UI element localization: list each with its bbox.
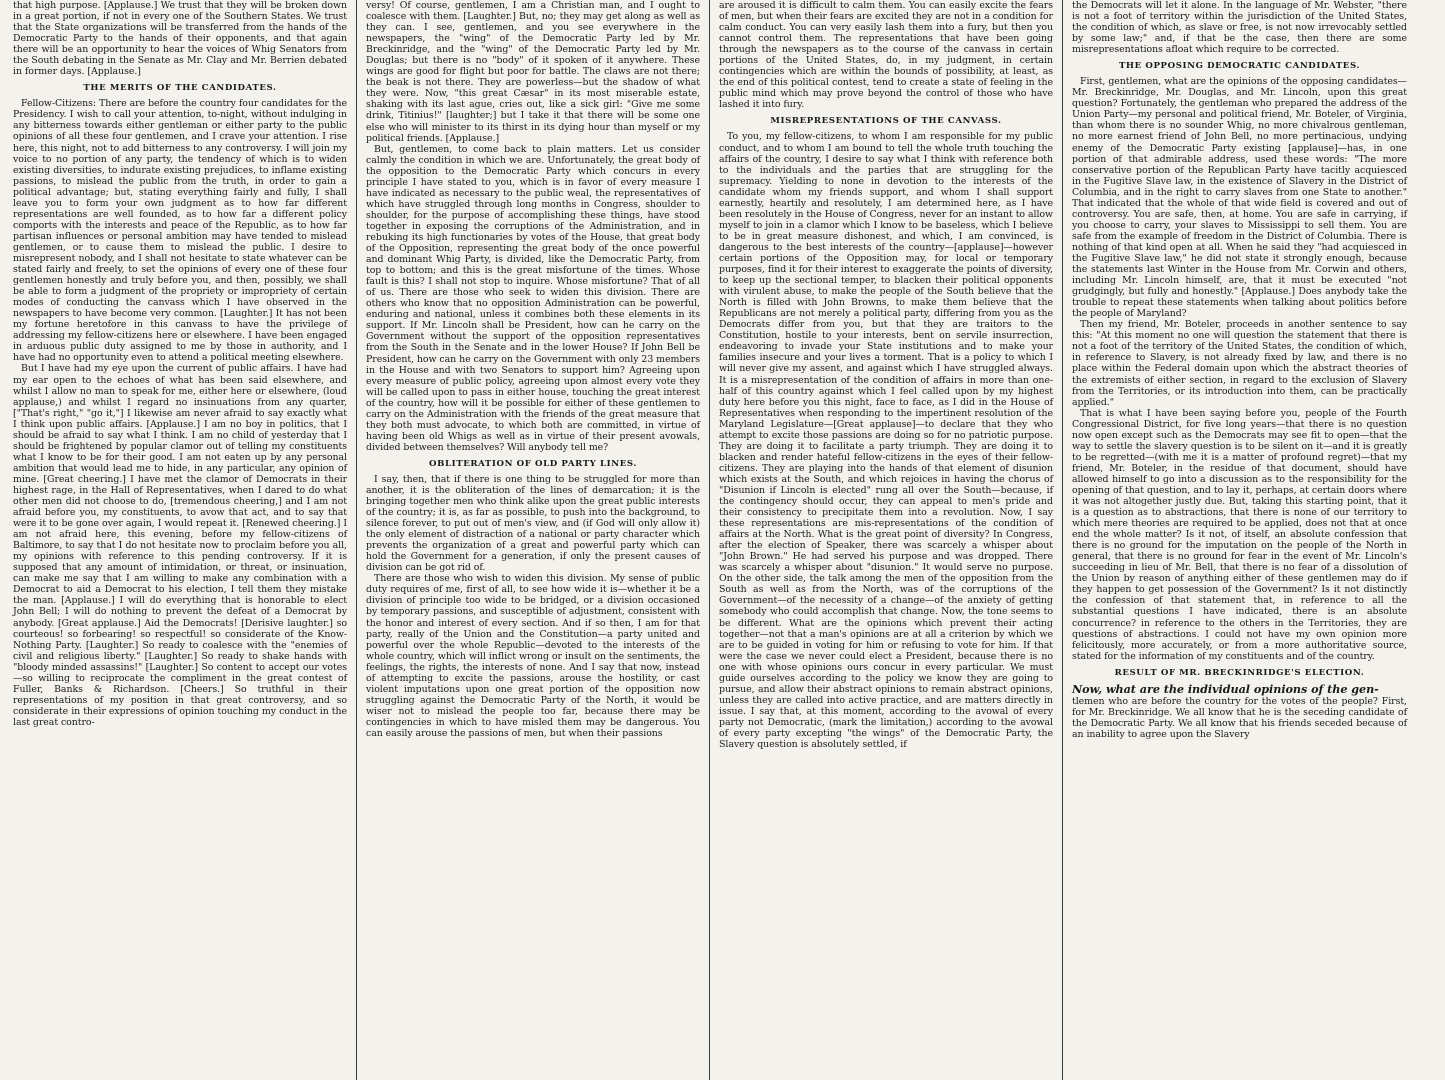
paragraph: To you, my fellow-citizens, to whom I am responsible for my public conduct, and to whom I am bound to tell the whole truth touching the affairs of the country, I desire to say what I think with reference both to the individuals and the parties that are struggling for the supremacy. Yielding to none in devotion to the interests of the candidate whom my friends support, and whom I shall support earnestly, heartily and resolutely, I am determined here, as I have been resolutely in the House of Congress, never for an instant to allow myself to join in a clamor which I know to be baseless, which I believe to be in great measure dishonest, and which, I am convinced, is dangerous to the best interests of the country—[applause]—however certain portions of the Opposition may, for local or temporary purposes, find it for their interest to exaggerate the points of diversity, to keep up the sectional temper, to blacken their political opponents with virulent abuse, to make the people of the South believe that the North is filled with John Browns, to make them believe that the Republicans are not merely a political party, differing from you as the Democrats differ from you, but that they are traitors to the Constitution, hostile to your interests, bent on servile insurrection, endeavoring to invade your State institutions and to make your families insecure and your lives a torment. That is a policy to which I will never give my assent, and against which I have struggled always. It is a misrepresentation of the condition of affairs in more than one-half of this country against which I feel called upon by my highest duty here before you this night, face to face, as I did in the House of Representatives when responding to the impertinent resolution of the Maryland Legislature—[Great applause]—to declare that they who attempt to excite those passions are doing so for no patriotic purpose. They are doing it to facilitate a party triumph. They are doing it to blacken and render hateful fellow-citizens in the eyes of their fellow-citizens. They are playing into the hands of that element of disunion which exists at the South, and which rejoices in having the chorus of "Disunion if Lincoln is elected" rung all over the South—because, if the contingency should occur, they can appeal to men's pride and their consistency to precipitate them into a revolution. Now, I say these representations are mis-representations of the condition of affairs at the North. What is the great point of diversity? In Congress, after the election of Speaker, there was scarcely a whisper about "John Brown." He had served his purpose and was dropped. There was scarcely a whisper about "disunion." It would serve no purpose. On the other side, the talk among the men of the opposition from the South as well as from the North, was of the corruptions of the Government—of the necessity of a change—of the anxiety of getting somebody who could accomplish that change. Now, the tone seems to be different. What are the opinions which prevent their acting together—not that a man's opinions are at all a criterion by which we are to be guided in voting for him or refusing to vote for him. If that were the case we never could elect a President, because there is no one with whose opinions ours concur in every particular. We must guide ourselves according to the policy we know they are going to pursue, and allow their abstract opinions to remain abstract opinions, unless they are called into active practice, and are matters directly in issue. I say that, at this moment, according to the avowal of every party not Democratic, (mark the limitation,) according to the avowal of every party excepting "the wings" of the Democratic Party, the Slavery question is absolutely settled, if bbox=[719, 131, 1053, 751]
paragraph: There are those who wish to widen this division. My sense of public duty requires of me, first of all, to see how wide it is—whether it be a division of principle too wide to be bridged, or a division occasioned by temporary passions, and susceptible of adjustment, consistent with the honor and interest of every section. And if so then, I am for that party, really of the Union and the Constitution—a party united and powerful over the whole Republic—devoted to the interests of the whole country, which will inflict wrong or insult on the sentiments, the feelings, the rights, the interests of none. And I say that now, instead of attempting to excite the passions, arouse the hostility, or cast violent imputations upon one great portion of the opposition now struggling against the Democratic Party of the North, it would be wiser not to mislead the people too far, because there may be contingencies in which to have misled them may be dangerous. You can easily arouse the passions of men, but when their passions bbox=[366, 573, 700, 739]
section-heading: THE OPPOSING DEMOCRATIC CANDIDATES. bbox=[1118, 61, 1361, 72]
column-2 bbox=[357, 0, 710, 1080]
section-heading: THE MERITS OF THE CANDIDATES. bbox=[83, 83, 277, 94]
section-heading: RESULT OF MR. BRECKINRIDGE'S ELECTION. bbox=[1114, 667, 1365, 678]
paragraph: Fellow-Citizens: There are before the country four candidates for the Presidency. I wish to call your attention, to-night, without indulging in any bitterness towards either gentleman or either party to the public opinions of all these four gentlemen, and I crave your attention. I rise here, this night, not to add bitterness to any controversy. I will join my voice to no portion of any party, the tendency of which is to widen existing diversities, to indurate existing prejudices, to inflame existing passions, to mislead the public from the truth, in order to gain a political advantage; but, stating everything fairly and fully, I shall leave you to form your own judgment as to how far different representations are well founded, as to how far a different policy comports with the interests and peace of the Republic, as to how far partisan influences or personal ambition may have tended to mislead gentlemen, or to cause them to mislead the public. I desire to misrepresent nobody, and I shall not hesitate to state whatever can be stated fairly and freely, to set the opinions of every one of these four gentlemen honestly and truly before you, and then, possibly, we shall be able to form a judgment of the propriety or impropriety of certain modes of conducting the canvass which I have observed in the newspapers to have become very common. [Laughter.] It has not been my fortune heretofore in this canvass to have the privilege of addressing my fellow-citizens here or elsewhere. I have been engaged in arduous public duty assigned to me by those in authority, and I have had no opportunity even to attend a political meeting elsewhere. bbox=[13, 98, 347, 364]
section-heading: MISREPRESENTATIONS OF THE CANVASS. bbox=[770, 116, 1002, 127]
paragraph: versy! Of course, gentlemen, I am a Christian man, and I ought to coalesce with them. [Laughter.] But, no; they may get along as well as they can. I see, gentlemen, and you see everywhere in the newspapers, the "wing" of the Democratic Party led by Mr. Breckinridge, and the "wing" of the Democratic Party led by Mr. Douglas; but there is no "body" of it spoken of it anywhere. These wings are good for flight but poor for battle. The claws are not there; the beak is not there. They are powerless—but the shadow of what they were. Now, "this great Cæsar" in its most miserable estate, shaking with its last ague, cries out, like a sick girl: "Give me some drink, Titinius!" [laughter;] but I take it that there will be some one else who will minister to its thirst in its dying hour than myself or my political friends. [Applause.] bbox=[366, 0, 700, 144]
paragraph: tlemen who are before the country for the votes of the people? First, for Mr. Breckinridge. We all know that he is the seceding candidate of the Democratic Party. We all know that his friends seceded because of an inability to agree upon the Slavery bbox=[1072, 695, 1407, 740]
paragraph: But I have had my eye upon the current of public affairs. I have had my ear open to the echoes of what has been said elsewhere, and whilst I allow no man to speak for me, either here or elsewhere, (loud applause,) and whilst I regard no insinuations from any quarter, ["That's right," "go it,"] I likewise am never afraid to say exactly what I think upon public affairs. [Applause.] I am no boy in politics, that I should be afraid to say what I think. I am no child of yesterday that I should be frightened by popular clamor out of telling my constituents what I know to be for their good. I am not eaten up by any personal ambition that would lead me to hide, in any particular, any opinion of mine. [Great cheering.] I have met the clamor of Democrats in their highest rage, in the Hall of Representatives, when I dared to do what other men did not choose to do, [tremendous cheering,] and I am not afraid before you, my constituents, to avow that act, and to say that were it to be gone over again, I would repeat it. [Renewed cheering.] I am not afraid here, this evening, before my fellow-citizens of Baltimore, to say that I do not hesitate now to proclaim before you all, my opinions with reference to this pending controversy. If it is supposed that any amount of intimidation, or threat, or insinuation, can make me say that I am willing to make any combination with a Democrat to aid a Democrat to his election, I tell them they mistake the man. [Applause.] I will do everything that is honorable to elect John Bell; I will do nothing to prevent the defeat of a Democrat by anybody. [Great applause.] Aid the Democrats! [Derisive laughter.] so courteous! so forbearing! so respectful! so considerate of the Know-Nothing Party. [Laughter.] So ready to coalesce with the "enemies of civil and religious liberty." [Laughter.] So ready to shake hands with "bloody minded assassins!" [Laughter.] So content to accept our votes—so willing to reciprocate the compliment in the great contest of Fuller, Banks & Richardson. [Cheers.] So truthful in their representations of my position in that great controversy, and so considerate in their expressions of opinion touching my conduct in the last great contro- bbox=[13, 363, 347, 728]
lead-line: Now, what are the individual opinions of the gen- bbox=[1072, 681, 1379, 696]
column-3 bbox=[710, 0, 1063, 1080]
paragraph: But, gentlemen, to come back to plain matters. Let us consider calmly the condition in which we are. Unfortunately, the great body of the opposition to the Democratic Party which concurs in every principle I have stated to you, which is in favor of every measure I have indicated as necessary to the public weal, the representatives of which have struggled through long months in Congress, shoulder to shoulder, for the purpose of accomplishing these things, have stood together in exposing the corruptions of the Administration, and in rebuking its high functionaries by votes of the House, that great body of the Opposition, representing the great body of the once powerful and dominant Whig Party, is divided, like the Democratic Party, from top to bottom; and this is the great misfortune of the times. Whose fault is this? I shall not stop to inquire. Whose misfortune? That of all of us. There are those who seek to widen this division. There are others who know that no opposition Administration can be powerful, enduring and national, unless it combines both these elements in its support. If Mr. Lincoln shall be President, how can he carry on the Government without the support of the opposition representatives from the South in the Senate and in the lower House? If John Bell be President, how can he carry on the Government with only 23 members in the House and with two Senators to support him? Agreeing upon every measure of public policy, agreeing upon almost every vote they will be called upon to pass in either house, touching the great interest of the country, how will it be possible for either of these gentlemen to carry on the Administration with the friends of the great measure that they both must advocate, to which both are committed, in virtue of having been old Whigs as well as in virtue of their present avowals, divided between themselves? Will anybody tell me? bbox=[366, 143, 700, 453]
paragraph: the Democrats will let it alone. In the language of Mr. Webster, "there is not a foot of territory within the jurisdiction of the United States, the condition of which, as slave or free, is not now irrevocably settled by some law;" and, if that be the case, then there are some misrepresentations afloat which require to be corrected. bbox=[1072, 0, 1407, 56]
paragraph: are aroused it is difficult to calm them. You can easily excite the fears of men, but when their fears are excited they are not in a condition for calm conduct. You can very easily lash them into a fury, but then you cannot control them. The representations that have been going through the newspapers as to the course of the canvass in certain portions of the United States, do, in my judgment, in certain contingencies which are within the bounds of possibility, at least, as the end of this political contest, tend to create a state of feeling in the public mind which may prove beyond the control of those who have lashed it into fury. bbox=[719, 0, 1053, 111]
column-1 bbox=[4, 0, 357, 1080]
column-4 bbox=[1063, 0, 1416, 1080]
paragraph: That is what I have been saying before you, people of the Fourth Congressional District, for five long years—that there is no question now open except such as the Democrats may see fit to open—that the way to settle the slavery question is to be silent on it—and it is greatly to be regretted—(with me it is a matter of profound regret)—that my friend, Mr. Boteler, in the residue of that document, should have allowed himself to go into a discussion as to the responsibility for the opening of that question, and to lay it, perhaps, at certain doors where it was not altogether justly due. But, taking this starting point, that it is a question as to abstractions, that there is none of our territory to which mere theories are required to be applied, does not that at once end the whole matter? Is it not, of itself, an absolute confession that there is no ground for the imputation on the people of the North in general, that there is no ground for fear in the event of Mr. Lincoln's succeeding in lieu of Mr. Bell, that there is no fear of a dissolution of the Union by reason of anything either of these gentlemen may do if they happen to get possession of the Government? Is it not distinctly the confession of that statement that, in reference to all the substantial questions I have indicated, there is an absolute concurrence? in reference to the others in the Territories, they are questions of abstractions. I could not have my own opinion more felicitously, more accurately, or from a more authoritative source, stated for the information of my constituents and of the country. bbox=[1072, 407, 1407, 662]
paragraph: First, gentlemen, what are the opinions of the opposing candidates—Mr. Breckinridge, Mr. Douglas, and Mr. Lincoln, upon this great question? Fortunately, the gentleman who prepared the address of the Union Party—my personal and political friend, Mr. Boteler, of Virginia, than whom there is no sounder Whig, no more chivalrous gentleman, no more earnest friend of John Bell, no more pertinacious, undying enemy of the Democratic Party existing [applause]—has, in one portion of that admirable address, used these words: "The more conservative portion of the Republican Party have tacitly acquiesced in the Fugitive Slave law, in the existence of Slavery in the District of Columbia, and in the right to carry slaves from one State to another." That indicated that the whole of that wide field is covered and out of controversy. You are safe, then, at home. You are safe in carrying, if you choose to carry, your slaves to Mississippi to sell them. You are safe from the example of freedom in the District of Columbia. There is nothing of that kind open at all. When he said they "had acquiesced in the Fugitive Slave law," he did not state it strongly enough, because the statements last Winter in the House from Mr. Corwin and others, including Mr. Lincoln himself, are, that it must be executed "not grudgingly, but fully and honestly." [Applause.] Does anybody take the trouble to repeat these statements when talking about politics before the people of Maryland? bbox=[1072, 76, 1407, 320]
paragraph: that high purpose. [Applause.] We trust that they will be broken down in a great portion, if not in every one of the Southern States. We trust that the State organizations will be transferred from the hands of the Democratic Party to the hands of their opponents, and that again there will be an opportunity to hear the voices of Whig Senators from the South debating in the Senate as Mr. Clay and Mr. Berrien debated in former days. [Applause.] bbox=[13, 0, 347, 78]
paragraph: Then my friend, Mr. Boteler, proceeds in another sentence to say this: "At this moment no one will question the statement that there is not a foot of the territory of the United States, the condition of which, in reference to Slavery, is not already fixed by law, and there is no place within the Federal domain upon which the abstract theories of the extremists of either section, in regard to the exclusion of Slavery from the Territories, or its introduction into them, can be practically applied." bbox=[1072, 319, 1407, 408]
section-heading: OBLITERATION OF OLD PARTY LINES. bbox=[429, 458, 637, 469]
paragraph: I say, then, that if there is one thing to be struggled for more than another, it is the obliteration of the lines of demarcation; it is the bringing together men who think alike upon the great public interests of the country; it is, as far as possible, to push into the background, to silence forever, to put out of men's view, and (if God will only allow it) the only element of distraction of a national or party character which prevents the organization of a great and powerful party which can hold the Government for a generation, if only the present causes of division can be got rid of. bbox=[366, 473, 700, 574]
